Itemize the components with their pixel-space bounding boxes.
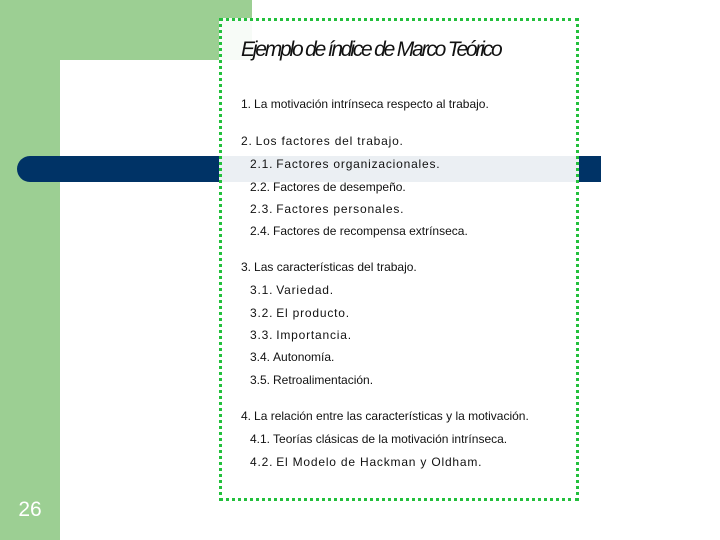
- toc-item-3-1: [250, 283, 334, 297]
- toc-item-text: Factores personales.: [276, 202, 405, 216]
- toc-item-text: Retroalimentación.: [273, 373, 374, 387]
- toc-item-4: [241, 409, 529, 423]
- left-green-band: [0, 0, 60, 540]
- toc-item-text: Variedad.: [276, 283, 334, 297]
- toc-item-number: 3.4.: [250, 350, 271, 364]
- toc-item-text: Factores organizacionales.: [276, 157, 441, 171]
- toc-item-2-1: [250, 157, 440, 171]
- toc-item-text: Los factores del trabajo.: [255, 134, 404, 148]
- toc-item-text: El Modelo de Hackman y Oldham.: [276, 455, 483, 469]
- toc-item-text: El producto.: [276, 306, 350, 320]
- toc-item-text: Importancia.: [276, 328, 352, 342]
- toc-item-3-5: [250, 373, 373, 387]
- corner-curve: [60, 60, 130, 120]
- toc-item-3-2: [250, 306, 350, 320]
- toc-item-number: 3.1.: [250, 283, 274, 297]
- toc-item-2: [241, 134, 404, 148]
- toc-item-number: 4.2.: [250, 455, 274, 469]
- toc-item-text: La motivación intrínseca respecto al trabajo.: [254, 97, 489, 111]
- toc-item-4-2: [250, 455, 482, 469]
- toc-item-number: 2.4.: [250, 224, 271, 238]
- toc-item-number: 3.5.: [250, 373, 271, 387]
- toc-item-text: La relación entre las características y la motivación.: [254, 409, 529, 423]
- slide-number: 26: [18, 498, 42, 521]
- toc-item-number: 3.3.: [250, 328, 274, 342]
- toc-item-number: 2.2.: [250, 180, 271, 194]
- toc-item-number: 2.1.: [250, 157, 274, 171]
- toc-item-number: 1.: [241, 97, 252, 111]
- toc-item-text: Autonomía.: [273, 350, 335, 364]
- slide-title: Ejemplo de índice de Marco Teórico: [241, 38, 501, 61]
- toc-item-4-1: [250, 432, 507, 446]
- toc-item-number: 3.2.: [250, 306, 274, 320]
- toc-item-text: Las características del trabajo.: [254, 260, 417, 274]
- toc-item-3-3: [250, 328, 352, 342]
- toc-item-text: Teorías clásicas de la motivación intrínseca.: [273, 432, 508, 446]
- toc-item-number: 2.3.: [250, 202, 274, 216]
- toc-item-number: 2.: [241, 134, 253, 148]
- toc-item-number: 3.: [241, 260, 252, 274]
- toc-item-text: Factores de recompensa extrínseca.: [273, 224, 468, 238]
- toc-item-3: [241, 260, 417, 274]
- toc-item-2-4: [250, 224, 468, 238]
- toc-item-1: [241, 97, 489, 111]
- toc-item-text: Factores de desempeño.: [273, 180, 406, 194]
- toc-item-2-3: [250, 202, 404, 216]
- toc-item-number: 4.1.: [250, 432, 271, 446]
- toc-item-3-4: [250, 350, 334, 364]
- toc-item-2-2: [250, 180, 406, 194]
- toc-item-number: 4.: [241, 409, 252, 423]
